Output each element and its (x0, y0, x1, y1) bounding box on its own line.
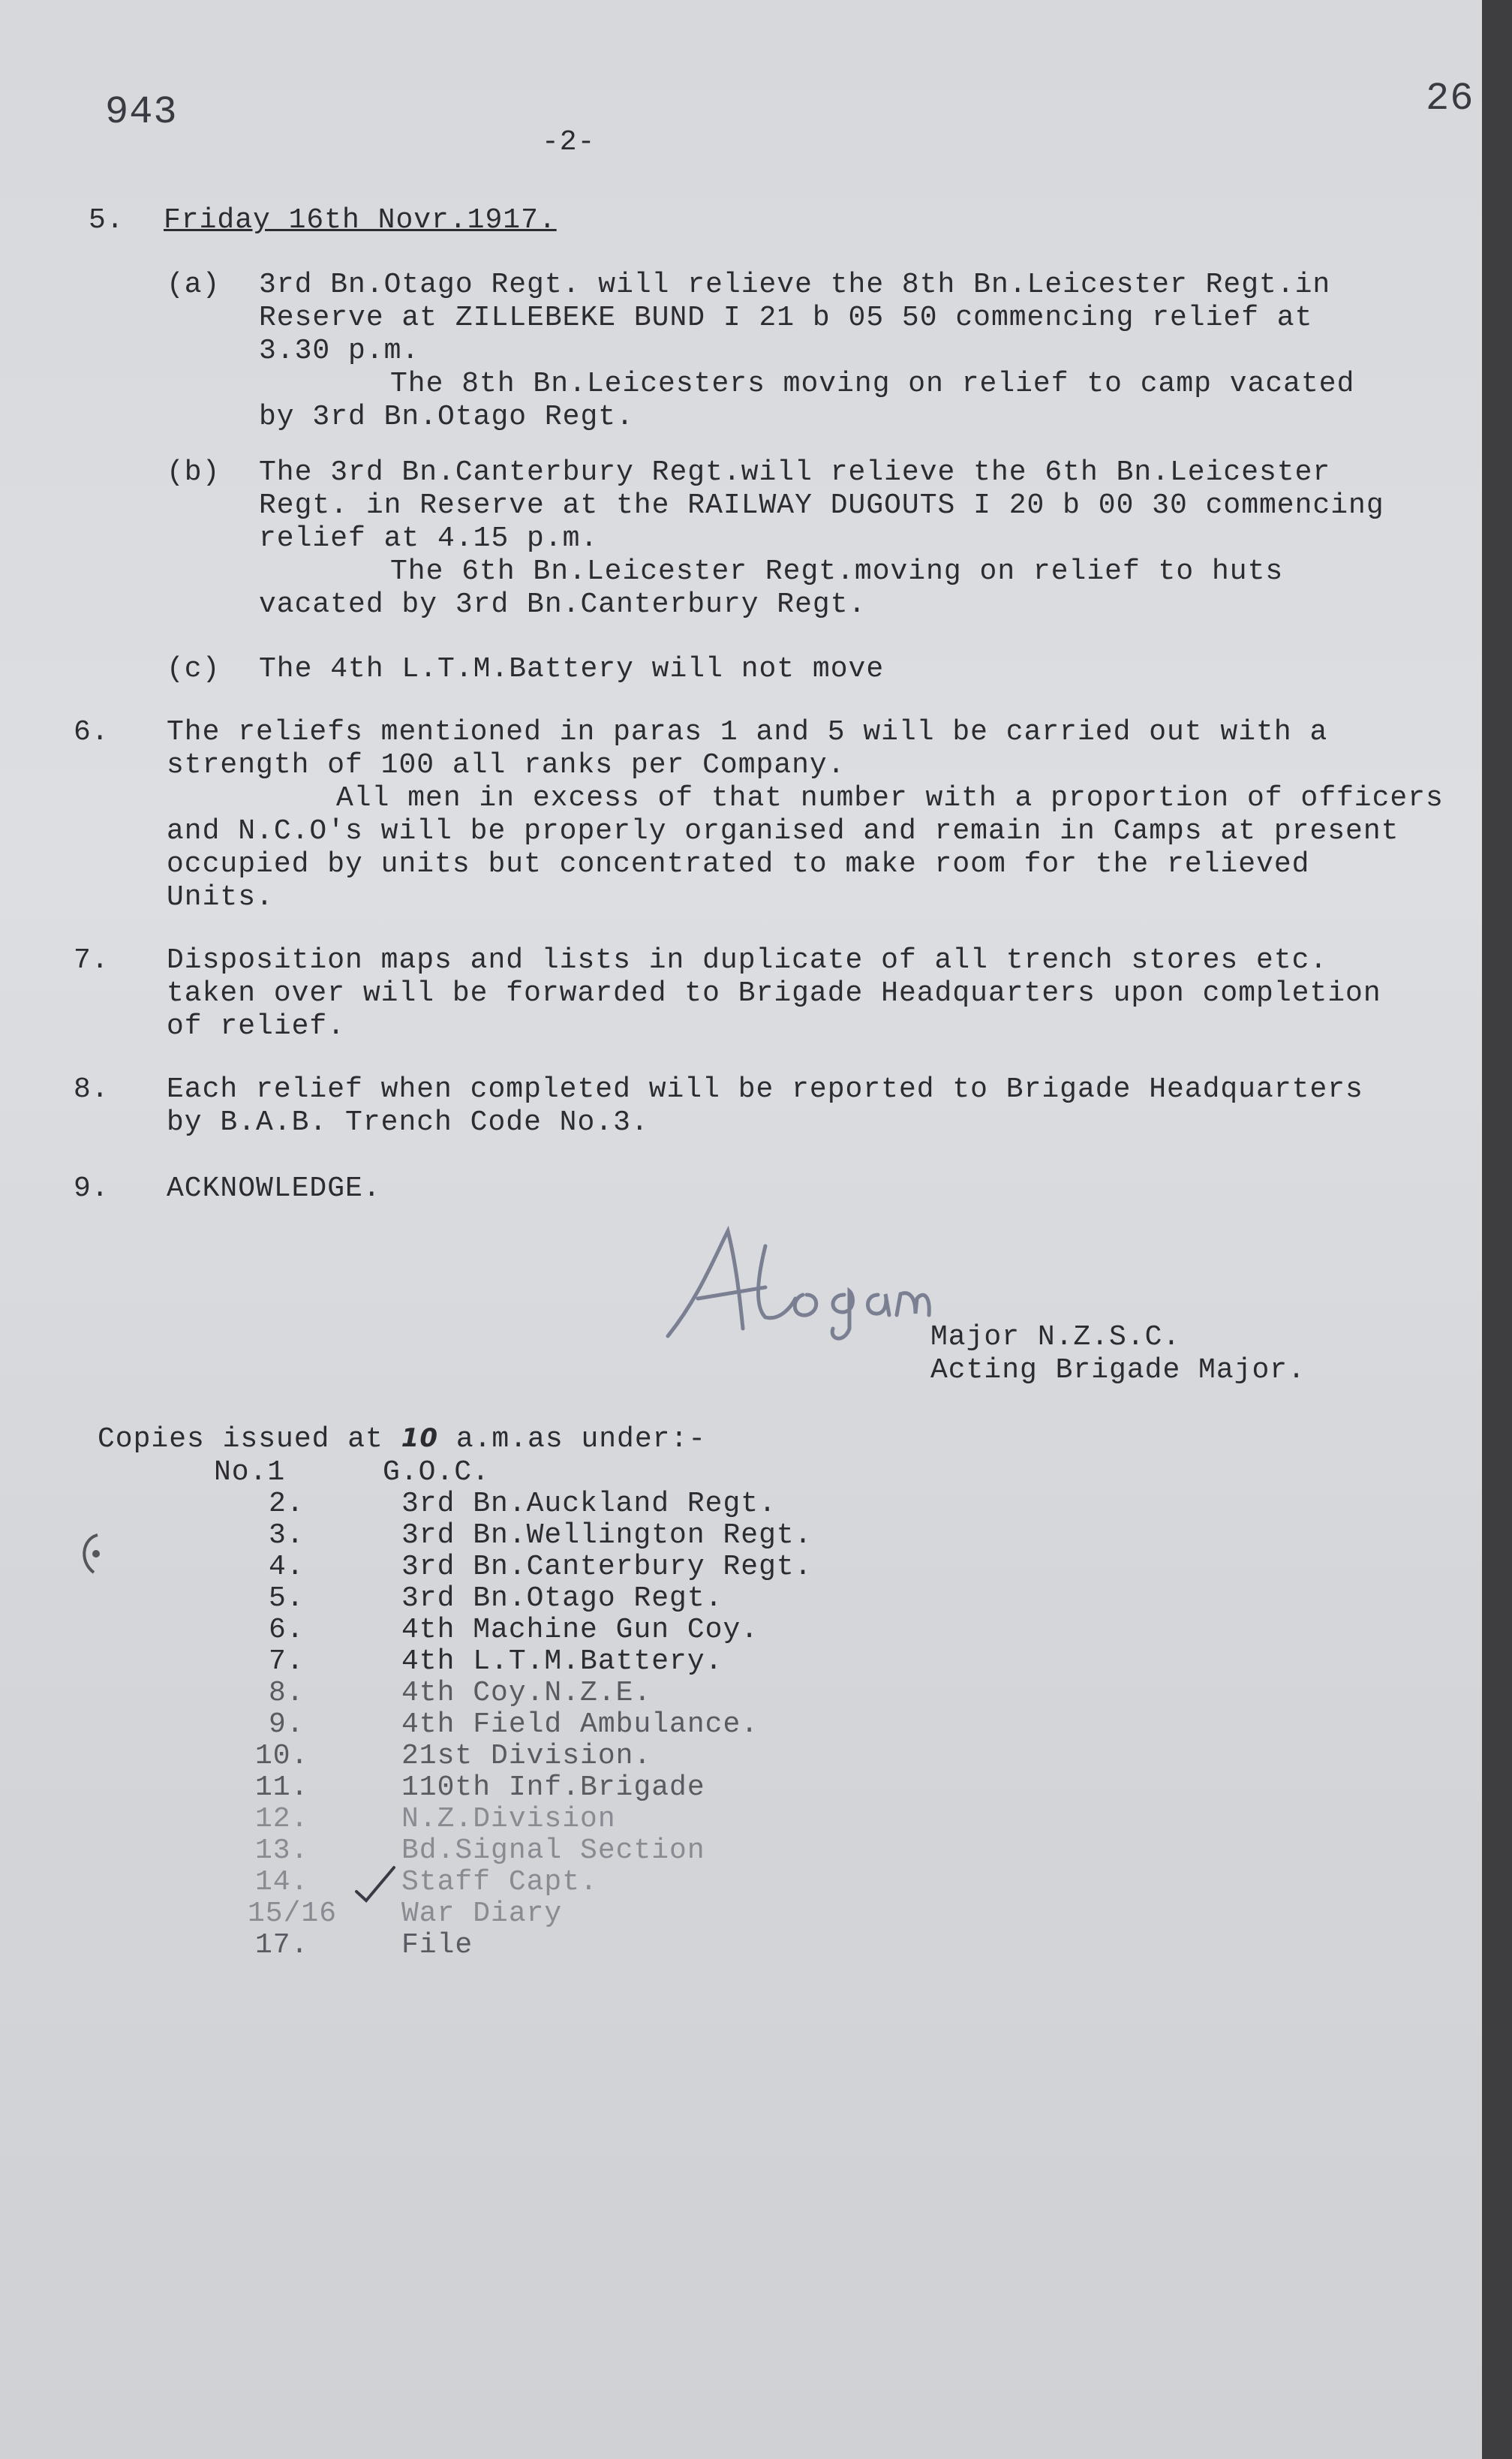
copy-recipient: 4th Coy.N.Z.E. (401, 1677, 652, 1709)
section-5a-line: 3.30 p.m. (259, 335, 420, 367)
section-5a-line: Reserve at ZILLEBEKE BUND I 21 b 05 50 commencing relief at (259, 302, 1313, 334)
copy-recipient: 3rd Bn.Otago Regt. (401, 1582, 723, 1615)
section-7-number: 7. (74, 944, 110, 977)
section-8-line: Each relief when completed will be reported to Brigade Headquarters (167, 1073, 1363, 1106)
copy-recipient: 3rd Bn.Canterbury Regt. (401, 1551, 813, 1583)
copy-recipient: 3rd Bn.Auckland Regt. (401, 1488, 777, 1520)
section-5a-marker: (a) (167, 269, 221, 301)
folio-number-right: 26 (1426, 77, 1474, 121)
section-5-title: Friday 16th Novr.1917. (164, 204, 557, 236)
copy-number: 9. (269, 1708, 305, 1741)
copy-recipient: 4th Field Ambulance. (401, 1708, 759, 1741)
section-8-number: 8. (74, 1073, 110, 1106)
section-5a-line: 3rd Bn.Otago Regt. will relieve the 8th Bn.Leicester Regt.in (259, 269, 1331, 301)
copy-number: 11. (255, 1771, 309, 1804)
copy-number: 14. (255, 1866, 309, 1898)
section-7-line: Disposition maps and lists in duplicate of all trench stores etc. (167, 944, 1328, 977)
section-6-line: The reliefs mentioned in paras 1 and 5 will be carried out with a (167, 716, 1328, 748)
section-6-line: strength of 100 all ranks per Company. (167, 749, 846, 781)
copy-recipient: File (401, 1929, 473, 1961)
copy-recipient: Bd.Signal Section (401, 1834, 705, 1867)
copy-recipient: 4th L.T.M.Battery. (401, 1645, 723, 1678)
section-5b-line: The 3rd Bn.Canterbury Regt.will relieve the 6th Bn.Leicester (259, 456, 1331, 489)
copy-number: 15/16 (248, 1898, 338, 1930)
section-5a-line: by 3rd Bn.Otago Regt. (259, 401, 634, 433)
section-6-line: All men in excess of that number with a proportion of officers (336, 782, 1444, 814)
copy-recipient: 21st Division. (401, 1740, 652, 1772)
acknowledge-text: ACKNOWLEDGE. (167, 1172, 381, 1205)
copy-number: 12. (255, 1803, 309, 1835)
copies-issued-time: 10 (401, 1423, 438, 1453)
copies-intro-pre: Copies issued at (98, 1423, 383, 1455)
copy-number: No.1 (214, 1456, 286, 1488)
section-5b-marker: (b) (167, 456, 221, 489)
section-5c-line: The 4th L.T.M.Battery will not move (259, 653, 885, 685)
section-5-number: 5. (89, 204, 125, 236)
section-5b-line: The 6th Bn.Leicester Regt.moving on relief to huts (390, 555, 1284, 588)
copy-number: 7. (269, 1645, 305, 1678)
section-6-line: Units. (167, 881, 274, 913)
handwritten-signature (653, 1216, 938, 1351)
section-6-line: occupied by units but concentrated to make room for the relieved (167, 848, 1310, 880)
copy-recipient: 110th Inf.Brigade (401, 1771, 705, 1804)
copy-number: 10. (255, 1740, 309, 1772)
copy-number: 4. (269, 1551, 305, 1583)
section-5b-line: relief at 4.15 p.m. (259, 522, 599, 555)
section-8-line: by B.A.B. Trench Code No.3. (167, 1106, 649, 1139)
copy-recipient: G.O.C. (383, 1456, 490, 1488)
section-5c-marker: (c) (167, 653, 221, 685)
section-6-line: and N.C.O's will be properly organised and remain in Camps at present (167, 815, 1399, 847)
copy-number: 6. (269, 1614, 305, 1646)
copy-number: 17. (255, 1929, 309, 1961)
section-9-number: 9. (74, 1172, 110, 1205)
copy-number: 13. (255, 1834, 309, 1867)
copies-intro (98, 1422, 706, 1456)
section-6-number: 6. (74, 716, 110, 748)
section-5b-line: vacated by 3rd Bn.Canterbury Regt. (259, 588, 867, 621)
copies-intro-post: a.m.as under:- (455, 1423, 707, 1455)
page-number: -2- (542, 126, 596, 158)
section-7-line: taken over will be forwarded to Brigade Headquarters upon completion (167, 977, 1381, 1010)
copy-number: 5. (269, 1582, 305, 1615)
signature-text: A Logan (653, 1216, 657, 1217)
copy-number: 3. (269, 1519, 305, 1552)
copy-recipient: Staff Capt. (401, 1866, 598, 1898)
section-7-line: of relief. (167, 1010, 346, 1043)
copy-recipient: 3rd Bn.Wellington Regt. (401, 1519, 813, 1552)
punch-hole-icon (75, 1531, 113, 1576)
folio-number-left: 943 (105, 90, 178, 134)
copy-recipient: War Diary (401, 1898, 563, 1930)
signature-role: Acting Brigade Major. (930, 1354, 1306, 1386)
signature-rank: Major N.Z.S.C. (930, 1321, 1181, 1353)
copy-recipient: 4th Machine Gun Coy. (401, 1614, 759, 1646)
section-5b-line: Regt. in Reserve at the RAILWAY DUGOUTS I 20 b 00 30 commencing (259, 489, 1384, 522)
copy-recipient: N.Z.Division (401, 1803, 616, 1835)
section-5a-line: The 8th Bn.Leicesters moving on relief to camp vacated (390, 368, 1355, 400)
copy-number: 8. (269, 1677, 305, 1709)
page-edge-shadow (1482, 0, 1512, 2459)
copy-number: 2. (269, 1488, 305, 1520)
checkmark-icon (353, 1862, 398, 1907)
